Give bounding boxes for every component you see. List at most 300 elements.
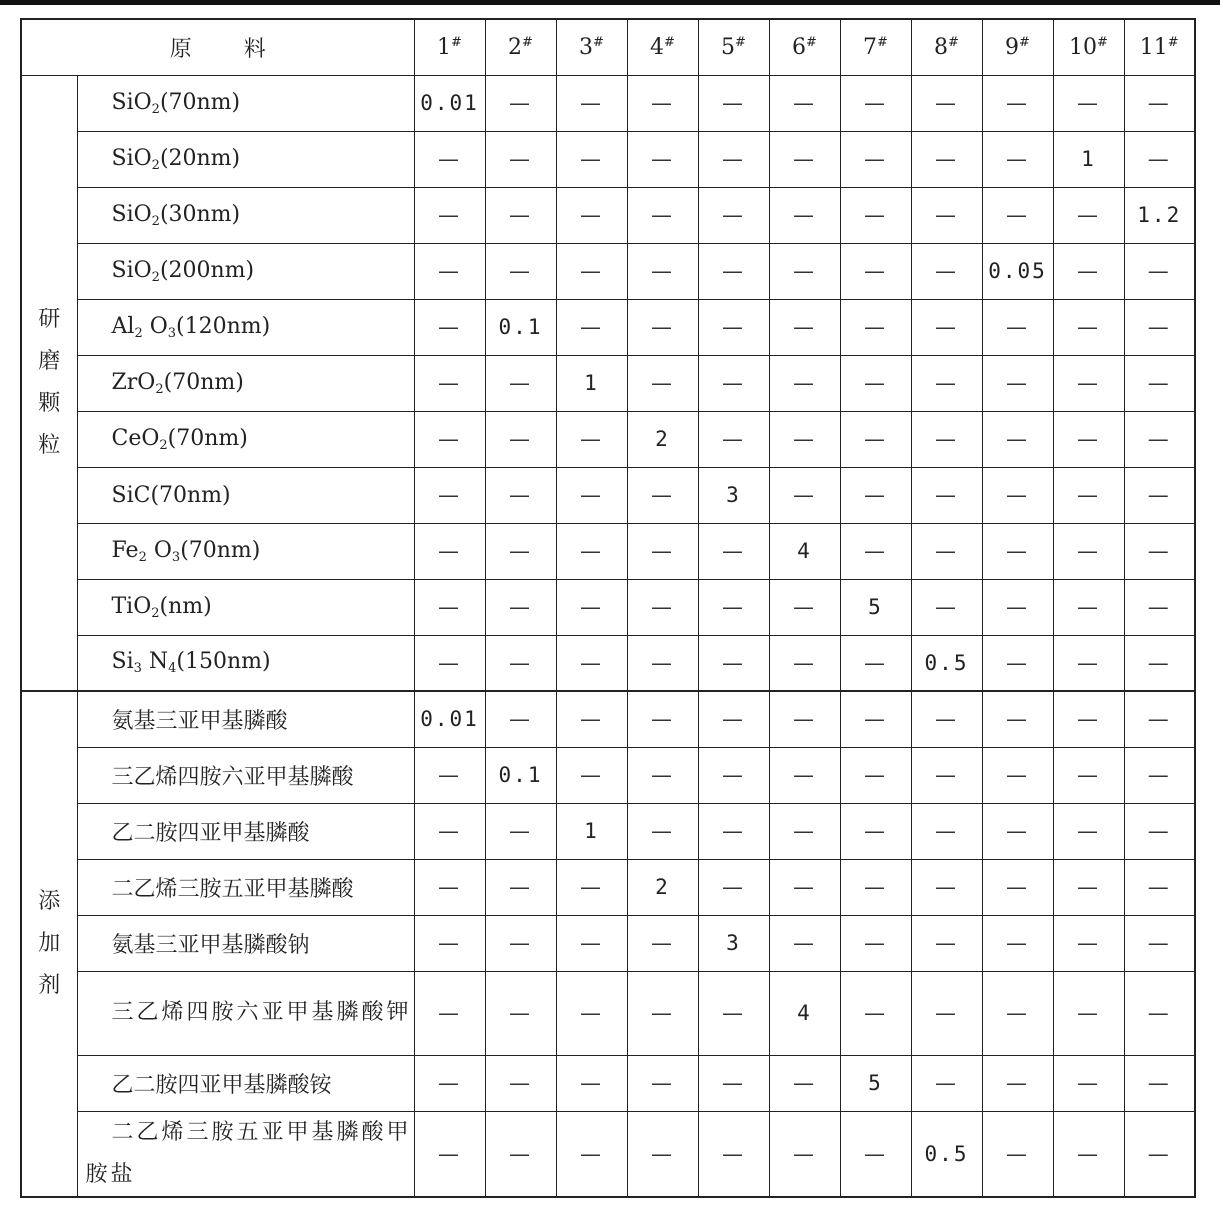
material-name (77, 411, 414, 467)
value-cell: — (556, 187, 627, 243)
table-row (21, 635, 1195, 691)
value-cell: — (1124, 243, 1195, 299)
formula-subscript: 2 (151, 269, 160, 285)
header-sample-10 (1053, 19, 1124, 75)
material-name (77, 355, 414, 411)
value-cell: — (556, 635, 627, 691)
value-cell: — (485, 635, 556, 691)
material-name (77, 243, 414, 299)
value-cell: — (1124, 691, 1195, 747)
value-cell: — (1124, 131, 1195, 187)
sample-number: 10 (1069, 34, 1098, 60)
value-cell: — (840, 299, 911, 355)
value-cell: — (627, 915, 698, 971)
material-name (77, 299, 414, 355)
value-cell: — (556, 747, 627, 803)
value-cell: — (840, 971, 911, 1055)
table-row (21, 75, 1195, 131)
table-row (21, 131, 1195, 187)
category-label (37, 299, 61, 467)
value-cell: — (840, 411, 911, 467)
table-row (21, 747, 1195, 803)
header-sample-7 (840, 19, 911, 75)
value-cell: — (698, 411, 769, 467)
value-cell: 0.1 (485, 747, 556, 803)
formula-subscript: 3 (133, 661, 142, 677)
value-cell: — (627, 971, 698, 1055)
value-cell: — (982, 971, 1053, 1055)
value-cell: — (1124, 355, 1195, 411)
value-cell: — (911, 411, 982, 467)
category-char: 磨 (38, 348, 61, 374)
table-row (21, 1111, 1195, 1197)
value-cell: — (982, 467, 1053, 523)
value-cell: — (911, 859, 982, 915)
material-text: 乙二胺四亚甲基膦酸铵 (111, 1072, 332, 1098)
value-cell: 5 (840, 1055, 911, 1111)
formula-subscript: 2 (138, 549, 147, 565)
value-cell: — (485, 411, 556, 467)
value-cell: — (1053, 579, 1124, 635)
header-row (21, 19, 1195, 75)
value-cell: — (627, 803, 698, 859)
material-text: (70nm) (167, 425, 248, 451)
value-cell: — (627, 131, 698, 187)
header-sample-8 (911, 19, 982, 75)
value-cell: — (698, 187, 769, 243)
value-cell: — (414, 411, 485, 467)
value-cell: — (556, 131, 627, 187)
header-material-left: 原 (169, 36, 192, 62)
material-text: 二乙烯三胺五亚甲基膦酸 (111, 876, 354, 902)
value-cell: — (627, 467, 698, 523)
value-cell: — (414, 299, 485, 355)
value-cell: — (698, 131, 769, 187)
header-sample-4 (627, 19, 698, 75)
value-cell: — (698, 243, 769, 299)
value-cell: — (982, 187, 1053, 243)
value-cell: — (769, 299, 840, 355)
value-cell: — (982, 747, 1053, 803)
sample-mark: # (735, 34, 746, 50)
value-cell: — (769, 915, 840, 971)
value-cell: — (769, 187, 840, 243)
value-cell: 1 (556, 803, 627, 859)
value-cell: — (911, 187, 982, 243)
value-cell: — (982, 803, 1053, 859)
material-name (77, 1111, 414, 1197)
value-cell: — (982, 635, 1053, 691)
value-cell: — (982, 411, 1053, 467)
material-text: Al (111, 313, 135, 339)
value-cell: — (840, 747, 911, 803)
header-material-right: 料 (243, 36, 266, 62)
header-sample-3 (556, 19, 627, 75)
value-cell: — (982, 1111, 1053, 1197)
header-sample-1 (414, 19, 485, 75)
formula-subscript: 3 (167, 325, 177, 341)
formula-subscript: 4 (168, 661, 177, 677)
value-cell: — (1053, 1055, 1124, 1111)
value-cell: — (911, 131, 982, 187)
value-cell: — (485, 915, 556, 971)
header-sample-2 (485, 19, 556, 75)
value-cell: — (982, 523, 1053, 579)
materials-table (20, 18, 1196, 1198)
material-text: (20nm) (159, 145, 241, 171)
value-cell: 0.05 (982, 243, 1053, 299)
value-cell: — (840, 187, 911, 243)
value-cell: — (485, 691, 556, 747)
sample-number: 2 (508, 34, 523, 60)
material-text: SiO (111, 201, 152, 227)
value-cell: — (627, 635, 698, 691)
value-cell: 1.2 (1124, 187, 1195, 243)
value-cell: — (414, 1111, 485, 1197)
formula-subscript: 2 (151, 213, 160, 229)
value-cell: — (485, 467, 556, 523)
formula-subscript: 2 (134, 325, 143, 341)
value-cell: — (556, 467, 627, 523)
value-cell: — (627, 691, 698, 747)
material-text: (120nm) (176, 313, 271, 339)
value-cell: — (698, 859, 769, 915)
material-text: Si (111, 649, 134, 675)
formula-subscript: 2 (155, 381, 164, 397)
value-cell: — (769, 747, 840, 803)
value-cell: — (485, 579, 556, 635)
category-cell (21, 75, 77, 691)
value-cell: — (414, 243, 485, 299)
category-char: 添 (38, 888, 61, 914)
value-cell: — (982, 131, 1053, 187)
value-cell: — (769, 691, 840, 747)
value-cell: — (911, 579, 982, 635)
value-cell: — (1124, 1111, 1195, 1197)
material-text: (70nm) (163, 369, 244, 395)
sample-number: 9 (1005, 34, 1020, 60)
sample-number: 7 (863, 34, 878, 60)
header-sample-5 (698, 19, 769, 75)
value-cell: — (627, 243, 698, 299)
material-name (77, 635, 414, 691)
value-cell: — (698, 523, 769, 579)
value-cell: — (414, 579, 485, 635)
table-row (21, 1055, 1195, 1111)
material-text: (nm) (159, 593, 212, 619)
value-cell: 0.01 (414, 691, 485, 747)
value-cell: 1 (1053, 131, 1124, 187)
value-cell: — (485, 859, 556, 915)
material-text: (70nm) (180, 537, 261, 563)
value-cell: — (698, 691, 769, 747)
sample-mark: # (1019, 34, 1030, 50)
value-cell: — (627, 299, 698, 355)
value-cell: — (840, 1111, 911, 1197)
material-name (77, 467, 414, 523)
value-cell: — (1053, 411, 1124, 467)
value-cell: — (414, 803, 485, 859)
material-name (77, 75, 414, 131)
value-cell: — (556, 411, 627, 467)
value-cell: 3 (698, 915, 769, 971)
value-cell: — (769, 579, 840, 635)
value-cell: — (1124, 75, 1195, 131)
value-cell: — (1124, 635, 1195, 691)
top-rule (0, 0, 1220, 5)
value-cell: — (1124, 467, 1195, 523)
value-cell: — (485, 803, 556, 859)
value-cell: — (1053, 803, 1124, 859)
value-cell: — (1053, 523, 1124, 579)
material-text: CeO (111, 425, 160, 451)
value-cell: — (1124, 1055, 1195, 1111)
material-text: ZrO (111, 369, 156, 395)
value-cell: — (698, 1111, 769, 1197)
value-cell: — (485, 243, 556, 299)
table-row (21, 299, 1195, 355)
value-cell: — (911, 1055, 982, 1111)
value-cell: — (769, 1111, 840, 1197)
value-cell: 4 (769, 523, 840, 579)
material-text: O (142, 313, 168, 339)
material-text: (70nm) (159, 89, 241, 115)
value-cell: — (1053, 859, 1124, 915)
value-cell: — (1053, 1111, 1124, 1197)
value-cell: 3 (698, 467, 769, 523)
value-cell: — (1053, 75, 1124, 131)
formula-subscript: 2 (151, 101, 160, 117)
value-cell: — (556, 75, 627, 131)
material-name (77, 803, 414, 859)
value-cell: — (840, 355, 911, 411)
header-sample-11 (1124, 19, 1195, 75)
value-cell: — (1053, 299, 1124, 355)
sample-mark: # (806, 34, 817, 50)
value-cell: — (414, 971, 485, 1055)
value-cell: — (556, 299, 627, 355)
material-text: 氨基三亚甲基膦酸钠 (111, 932, 310, 958)
value-cell: — (627, 579, 698, 635)
sample-mark: # (522, 34, 533, 50)
material-name (77, 691, 414, 747)
value-cell: — (485, 75, 556, 131)
value-cell: — (414, 1055, 485, 1111)
sample-number: 1 (437, 34, 452, 60)
category-char: 粒 (38, 432, 61, 458)
formula-subscript: 3 (171, 549, 181, 565)
value-cell: — (556, 1055, 627, 1111)
material-text: SiO (111, 145, 152, 171)
value-cell: — (840, 915, 911, 971)
value-cell: — (414, 635, 485, 691)
material-text: SiC(70nm) (111, 482, 231, 508)
value-cell: — (414, 859, 485, 915)
value-cell: — (911, 299, 982, 355)
value-cell: — (840, 803, 911, 859)
category-cell (21, 691, 77, 1197)
value-cell: — (769, 859, 840, 915)
value-cell: — (1053, 915, 1124, 971)
category-char: 研 (38, 306, 61, 332)
value-cell: — (627, 355, 698, 411)
material-name (77, 915, 414, 971)
value-cell: — (485, 523, 556, 579)
value-cell: — (1124, 299, 1195, 355)
table-row (21, 187, 1195, 243)
value-cell: — (698, 1055, 769, 1111)
value-cell: — (982, 355, 1053, 411)
table-row (21, 411, 1195, 467)
sample-mark: # (1167, 34, 1179, 50)
value-cell: — (769, 803, 840, 859)
value-cell: — (1053, 635, 1124, 691)
material-text: SiO (111, 257, 152, 283)
value-cell: — (911, 691, 982, 747)
category-label (37, 881, 61, 1007)
material-name (77, 1055, 414, 1111)
table-row (21, 523, 1195, 579)
value-cell: — (1053, 971, 1124, 1055)
table-row (21, 243, 1195, 299)
value-cell: — (982, 579, 1053, 635)
value-cell: — (556, 859, 627, 915)
value-cell: — (911, 467, 982, 523)
value-cell: — (627, 1055, 698, 1111)
material-text: Fe (111, 537, 139, 563)
value-cell: — (911, 915, 982, 971)
value-cell: — (414, 131, 485, 187)
category-char: 颗 (38, 390, 61, 416)
value-cell: — (1053, 243, 1124, 299)
value-cell: — (911, 75, 982, 131)
value-cell: — (769, 355, 840, 411)
value-cell: — (1053, 355, 1124, 411)
value-cell: — (414, 467, 485, 523)
value-cell: — (1124, 971, 1195, 1055)
value-cell: — (698, 75, 769, 131)
table-row (21, 971, 1195, 1055)
value-cell: — (414, 747, 485, 803)
value-cell: — (485, 1055, 556, 1111)
value-cell: — (982, 75, 1053, 131)
value-cell: — (982, 299, 1053, 355)
table-row (21, 803, 1195, 859)
category-char: 剂 (38, 972, 61, 998)
value-cell: 0.5 (911, 635, 982, 691)
header-material (21, 19, 414, 75)
sample-number: 11 (1139, 34, 1168, 60)
value-cell: — (840, 523, 911, 579)
material-text: (150nm) (176, 649, 271, 675)
value-cell: — (1124, 579, 1195, 635)
value-cell: — (556, 579, 627, 635)
value-cell: — (1124, 747, 1195, 803)
value-cell: — (911, 523, 982, 579)
sample-mark: # (1097, 34, 1108, 50)
material-name (77, 187, 414, 243)
value-cell: — (414, 915, 485, 971)
value-cell: — (769, 467, 840, 523)
value-cell: — (769, 75, 840, 131)
value-cell: — (911, 355, 982, 411)
value-cell: — (485, 131, 556, 187)
sample-mark: # (877, 34, 888, 50)
sample-number: 5 (721, 34, 736, 60)
value-cell: — (911, 971, 982, 1055)
table-row (21, 859, 1195, 915)
value-cell: — (840, 131, 911, 187)
value-cell: — (840, 691, 911, 747)
value-cell: 2 (627, 411, 698, 467)
value-cell: 1 (556, 355, 627, 411)
material-text: O (146, 537, 172, 563)
category-char: 加 (38, 930, 61, 956)
formula-subscript: 2 (159, 437, 168, 453)
value-cell: — (485, 1111, 556, 1197)
value-cell: — (698, 355, 769, 411)
value-cell: — (982, 859, 1053, 915)
value-cell: — (556, 243, 627, 299)
value-cell: — (414, 523, 485, 579)
value-cell: — (698, 635, 769, 691)
value-cell: — (840, 75, 911, 131)
material-name (77, 971, 414, 1055)
material-name (77, 131, 414, 187)
value-cell: — (1124, 915, 1195, 971)
sample-number: 4 (650, 34, 665, 60)
value-cell: — (840, 467, 911, 523)
material-text: 乙二胺四亚甲基膦酸 (111, 820, 310, 846)
value-cell: — (556, 691, 627, 747)
value-cell: — (982, 1055, 1053, 1111)
material-text: (30nm) (159, 201, 241, 227)
value-cell: — (1053, 691, 1124, 747)
sample-number: 3 (579, 34, 594, 60)
value-cell: — (769, 131, 840, 187)
value-cell: 4 (769, 971, 840, 1055)
value-cell: — (627, 523, 698, 579)
material-text: SiO (111, 89, 152, 115)
value-cell: 0.5 (911, 1111, 982, 1197)
material-text: TiO (111, 593, 152, 619)
value-cell: — (698, 299, 769, 355)
value-cell: — (1124, 411, 1195, 467)
value-cell: — (911, 243, 982, 299)
value-cell: — (556, 971, 627, 1055)
value-cell: — (485, 355, 556, 411)
value-cell: — (982, 691, 1053, 747)
value-cell: — (769, 411, 840, 467)
value-cell: — (414, 355, 485, 411)
value-cell: — (627, 75, 698, 131)
material-text: (200nm) (159, 257, 255, 283)
table-row (21, 579, 1195, 635)
sample-mark: # (948, 34, 959, 50)
material-text: 三乙烯四胺六亚甲基膦酸钾 (111, 1000, 412, 1025)
header-sample-6 (769, 19, 840, 75)
formula-subscript: 2 (151, 605, 160, 621)
value-cell: 0.1 (485, 299, 556, 355)
value-cell: — (485, 187, 556, 243)
value-cell: — (911, 747, 982, 803)
material-text: 三乙烯四胺六亚甲基膦酸 (111, 764, 354, 790)
value-cell: — (1053, 467, 1124, 523)
sample-mark: # (593, 34, 604, 50)
sample-number: 8 (934, 34, 949, 60)
material-name (77, 859, 414, 915)
table-row (21, 915, 1195, 971)
